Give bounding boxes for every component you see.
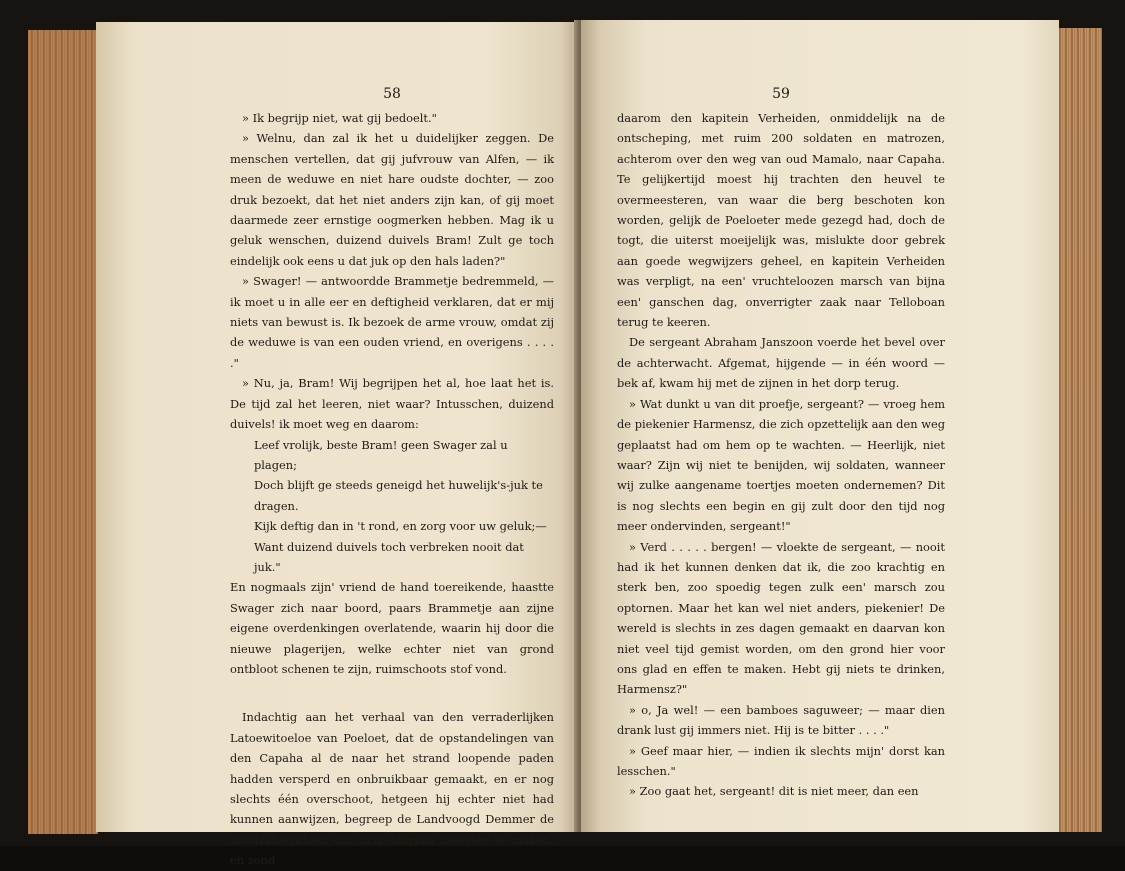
right-page-number: 59	[772, 86, 790, 102]
paragraph: » Swager! — antwoordde Brammetje bedremmeld, — ik moet u in alle eer en deftigheid verklaren, dat er mij niets van bewust is. Ik bezoek de arme vrouw, omdat zij de weduwe is van een ouden vriend, en overigens . . . . ."	[230, 274, 554, 370]
section-break	[230, 679, 554, 707]
verse-block	[230, 435, 554, 578]
left-page-stack	[28, 30, 98, 834]
paragraph: » Ik begrijp niet, wat gij bedoelt."	[242, 111, 437, 125]
paragraph: » Welnu, dan zal ik het u duidelijker zeggen. De menschen vertellen, dat gij jufvrouw van Alfen, — ik meen de weduwe en niet hare oudste dochter, — zoo druk bezoekt, dat het niet anders zijn kan, of gij moet daarmede zeer ernstige oogmerken hebben. Mag ik u geluk wenschen, duizend duivels Bram! Zult ge toch eindelijk ook eens u dat juk op den hals laden?"	[230, 131, 554, 268]
paragraph: De sergeant Abraham Janszoon voerde het bevel over de achterwacht. Afgemat, hijgende — in één woord — bek af, kwam hij met de zijnen in het dorp terug.	[617, 335, 945, 391]
left-page-number: 58	[383, 86, 401, 102]
paragraph: » Zoo gaat het, sergeant! dit is niet meer, dan een	[629, 784, 919, 799]
verse-line: Leef vrolijk, beste Bram! geen Swager zal u plagen;	[254, 437, 508, 472]
paragraph: » Geef maar hier, — indien ik slechts mijn' dorst kan lesschen."	[617, 743, 945, 778]
paragraph: » Verd . . . . . bergen! — vloekte de sergeant, — nooit had ik het kunnen denken dat ik, die zoo krachtig en sterk ben, zoo spoedig tegen zulk een' marsch zou optornen. Maar het kan wel niet anders, piekenier! De wereld is slechts in zes dagen gemaakt en daarvan kon niet veel tijd gemist worden, om den grond hier voor ons glad en effen te maken. Hebt gij niets te drinken, Harmensz?"	[617, 539, 945, 697]
paragraph: daarom den kapitein Verheiden, onmiddelijk na de ontscheping, met ruim 200 soldaten en matrozen, achterom over den weg van oud Mamalo, naar Capaha. Te gelijkertijd moest hij trachten den heuvel te overmeesteren, van waar die berg beschoten kon worden, gelijk de Poeloeter mede gezegd had, doch de togt, die uiterst moeijelijk was, mislukte door gebrek aan goede wegwijzers geheel, en kapitein Verheiden was verpligt, na een' vruchteloozen marsch van bijna een' ganschen dag, onverrigter zaak naar Telloboan terug te keeren.	[617, 111, 945, 330]
left-page	[96, 22, 580, 868]
verse-line: Want duizend duivels toch verbreken nooit dat juk."	[254, 539, 524, 574]
right-page	[581, 20, 1059, 832]
paragraph: » Nu, ja, Bram! Wij begrijpen het al, hoe laat het is. De tijd zal het leeren, niet waar? Intusschen, duizend duivels! ik moet weg en daarom:	[230, 376, 554, 432]
section-paragraph: Indachtig aan het verhaal van den verraderlijken Latoewitoeloe van Poeloet, dat de opstandelingen van den Capaha al de naar het strand loopende paden hadden versperd en onbruikbaar gemaakt, en er nog slechts één overschoot, hetgeen hij echter niet had kunnen aanwijzen, begreep de Landvoogd Demmer de noodzakelijkheid om zich daarvan meester te maken, en zond	[230, 710, 554, 868]
paragraph: » Wat dunkt u van dit proefje, sergeant? — vroeg hem de piekenier Harmensz, die zich opzettelijk aan den weg geplaatst had om hem op te wachten. — Heerlijk, niet waar? Zijn wij niet te benijden, wij soldaten, wanneer wij zulke aangename toertjes moeten ondernemen? Dit is nog slechts een begin en gij zult door den tijd nog meer ondervinden, sergeant!"	[617, 396, 945, 534]
verse-line: Doch blijft ge steeds geneigd het huwelijk's-juk te dragen.	[254, 478, 543, 513]
verse-line: Kijk deftig dan in 't rond, en zorg voor uw geluk;—	[254, 519, 547, 534]
paragraph: En nogmaals zijn' vriend de hand toereikende, haastte Swager zich naar boord, paars Brammetje aan zijne eigene overdenkingen overlatende, waarin hij door die nieuwe plagerijen, welke echter niet van grond ontbloot schenen te zijn, ruimschoots stof vond.	[230, 580, 554, 676]
paragraph: » o, Ja wel! — een bamboes saguweer; — maar dien drank lust gij immers niet. Hij is te bitter . . . ."	[617, 702, 945, 738]
right-page-stack	[1056, 28, 1102, 832]
